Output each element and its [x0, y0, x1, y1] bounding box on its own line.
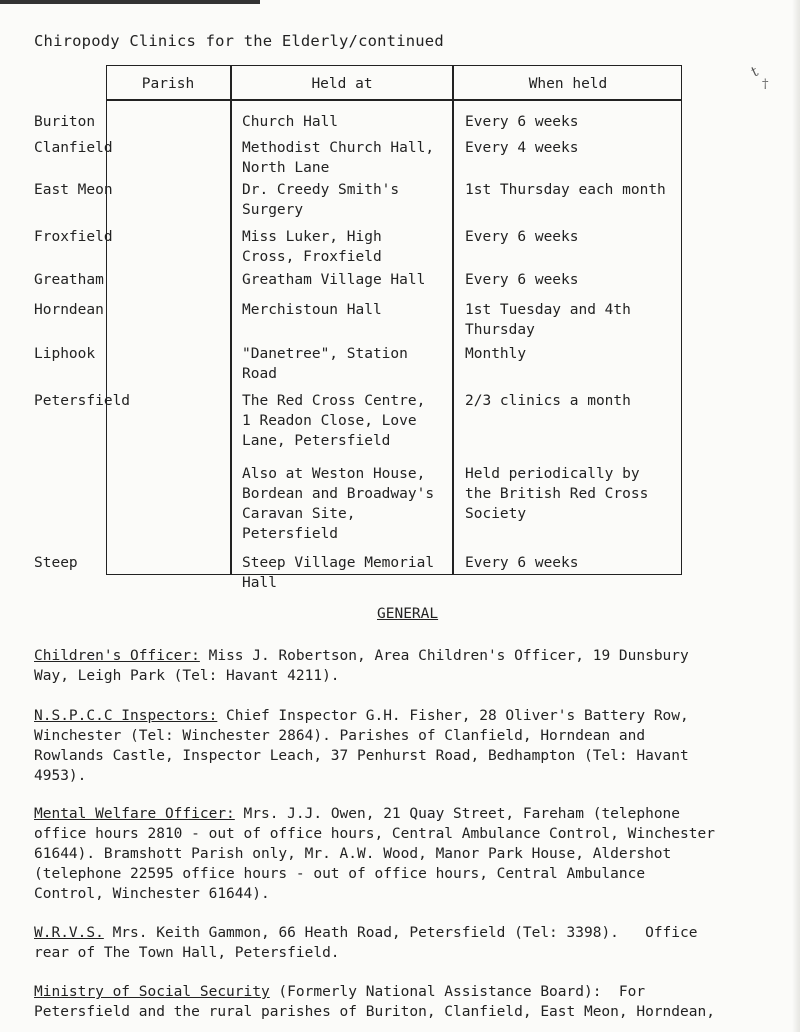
cell-held-at: Also at Weston House,: [242, 466, 426, 482]
cell-held-at: Church Hall: [242, 114, 339, 130]
wrvs-label: W.R.V.S.: [34, 925, 104, 941]
cell-held-at: Greatham Village Hall: [242, 272, 426, 288]
cell-parish: Horndean: [34, 302, 104, 318]
section-title-general: GENERAL: [377, 606, 439, 622]
cell-parish: Froxfield: [34, 229, 113, 245]
header-divider: [106, 99, 682, 101]
cell-parish: Liphook: [34, 346, 96, 362]
wrvs-paragraph: [34, 923, 784, 963]
column-divider-2: [452, 65, 454, 575]
nspcc-label: N.S.P.C.C Inspectors:: [34, 708, 218, 724]
cell-held-at-line2: 1 Readon Close, Love: [242, 413, 417, 429]
cell-held-at: Dr. Creedy Smith's: [242, 182, 400, 198]
cell-held-at: Methodist Church Hall,: [242, 140, 435, 156]
cell-when: Every 6 weeks: [465, 114, 579, 130]
cell-held-at: The Red Cross Centre,: [242, 393, 426, 409]
cell-held-at: Miss Luker, High: [242, 229, 382, 245]
text-line: Way, Leigh Park (Tel: Havant 4211).: [34, 668, 340, 684]
cell-when: 2/3 clinics a month: [465, 393, 631, 409]
cell-held-at: "Danetree", Station: [242, 346, 408, 362]
cell-when: Every 6 weeks: [465, 555, 579, 571]
cell-held-at-line2: Road: [242, 366, 277, 382]
childrens-officer-paragraph: [34, 646, 784, 686]
cell-held-at-line3: Lane, Petersfield: [242, 433, 391, 449]
text-line: office hours 2810 - out of office hours, Central Ambulance Control, Winchester: [34, 826, 715, 842]
nspcc-paragraph: [34, 706, 784, 786]
cell-when: 1st Tuesday and 4th: [465, 302, 631, 318]
header-held-at: Held at: [311, 76, 373, 92]
cell-when: Every 6 weeks: [465, 229, 579, 245]
cell-parish: East Meon: [34, 182, 113, 198]
cell-held-at-line4: Petersfield: [242, 526, 339, 542]
margin-note: t: [748, 63, 761, 81]
cell-when: Every 6 weeks: [465, 272, 579, 288]
cell-when-line2: the British Red Cross: [465, 486, 649, 502]
text-line: rear of The Town Hall, Petersfield.: [34, 945, 340, 961]
cell-when-line2: Thursday: [465, 322, 535, 338]
text-line: Winchester (Tel: Winchester 2864). Parishes of Clanfield, Horndean and: [34, 728, 646, 744]
childrens-officer-label: Children's Officer:: [34, 648, 200, 664]
margin-note-2: †: [762, 77, 769, 92]
cell-held-at-line2: Bordean and Broadway's: [242, 486, 435, 502]
page-edge-shadow: [792, 0, 800, 1032]
text-line: Rowlands Castle, Inspector Leach, 37 Penhurst Road, Bedhampton (Tel: Havant: [34, 748, 689, 764]
cell-held-at-line2: Hall: [242, 575, 277, 591]
text-line: Petersfield and the rural parishes of Buriton, Clanfield, East Meon, Horndean,: [34, 1004, 715, 1020]
text-line: Mrs. Keith Gammon, 66 Heath Road, Petersfield (Tel: 3398). Office: [103, 925, 698, 941]
cell-parish: Buriton: [34, 114, 96, 130]
page-heading: Chiropody Clinics for the Elderly/continued: [34, 32, 444, 50]
text-line: Control, Winchester 61644).: [34, 886, 270, 902]
cell-parish: Steep: [34, 555, 78, 571]
cell-when: Monthly: [465, 346, 527, 362]
mental-welfare-paragraph: [34, 804, 784, 904]
cell-held-at: Merchistoun Hall: [242, 302, 382, 318]
column-divider-1: [230, 65, 232, 575]
cell-held-at: Steep Village Memorial: [242, 555, 435, 571]
mental-welfare-label: Mental Welfare Officer:: [34, 806, 235, 822]
text-line: Mrs. J.J. Owen, 21 Quay Street, Fareham (telephone: [234, 806, 681, 822]
text-line: 61644). Bramshott Parish only, Mr. A.W. Wood, Manor Park House, Aldershot: [34, 846, 672, 862]
cell-parish: Petersfield: [34, 393, 131, 409]
cell-when: 1st Thursday each month: [465, 182, 666, 198]
ministry-paragraph: [34, 982, 784, 1022]
text-line: Miss J. Robertson, Area Children's Officer, 19 Dunsbury: [199, 648, 689, 664]
cell-held-at-line2: Surgery: [242, 202, 304, 218]
cell-held-at-line2: Cross, Froxfield: [242, 249, 382, 265]
header-parish: Parish: [141, 76, 195, 92]
cell-parish: Clanfield: [34, 140, 113, 156]
cell-parish: Greatham: [34, 272, 104, 288]
cell-when: Held periodically by: [465, 466, 640, 482]
text-line: Chief Inspector G.H. Fisher, 28 Oliver's Battery Row,: [217, 708, 689, 724]
text-line: 4953).: [34, 768, 87, 784]
cell-when: Every 4 weeks: [465, 140, 579, 156]
ministry-label: Ministry of Social Security: [34, 984, 270, 1000]
text-line: (Formerly National Assistance Board): For: [269, 984, 646, 1000]
top-rule: [0, 0, 260, 4]
cell-held-at-line3: Caravan Site,: [242, 506, 356, 522]
header-when-held: When held: [528, 76, 608, 92]
cell-held-at-line2: North Lane: [242, 160, 330, 176]
text-line: (telephone 22595 office hours - out of office hours, Central Ambulance: [34, 866, 646, 882]
cell-when-line3: Society: [465, 506, 527, 522]
